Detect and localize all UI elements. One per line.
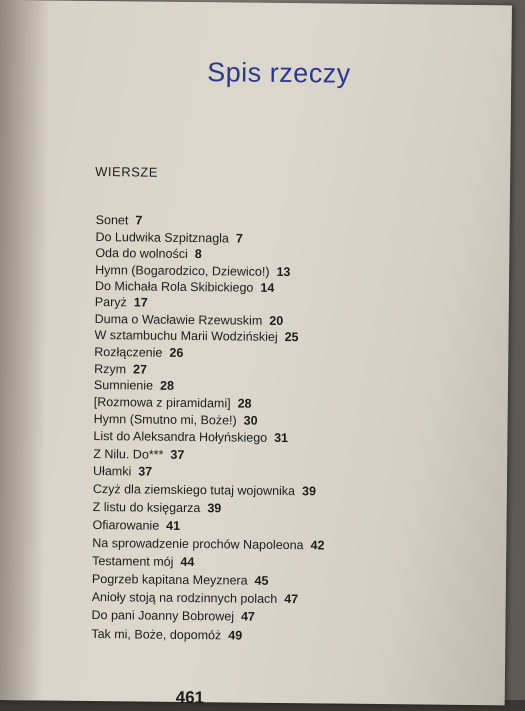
toc-entry-title: Ofiarowanie xyxy=(92,517,160,533)
toc-entry-page: 13 xyxy=(276,264,291,280)
toc-entry-page: 27 xyxy=(133,362,148,377)
toc-entry-title: Rozłączenie xyxy=(94,345,163,360)
toc-entry xyxy=(95,246,202,261)
toc-entry xyxy=(93,447,184,462)
toc-entry-page: 41 xyxy=(166,518,181,533)
toc-entry-page: 28 xyxy=(159,378,175,393)
toc-entry-title: Do Michała Rola Skibickiego xyxy=(94,279,254,295)
toc-entry-page: 30 xyxy=(243,413,258,428)
toc-entry-title: Czyż dla ziemskiego tutaj wojownika xyxy=(92,481,296,499)
toc-entry-page: 39 xyxy=(301,484,317,499)
toc-entry xyxy=(96,213,143,227)
toc-entry-title: Tak mi, Boże, dopomóż xyxy=(91,626,222,643)
toc-entry xyxy=(92,572,269,588)
toc-entry-title: Rzym xyxy=(94,362,127,377)
toc-entry-page: 8 xyxy=(194,247,202,262)
toc-entry-title: Testament mój xyxy=(92,553,174,569)
toc-entry-title: Anioły stoją na rodzinnych polach xyxy=(91,589,278,606)
toc-entry xyxy=(94,378,174,393)
toc-entry xyxy=(95,295,148,310)
section-heading: WIERSZE xyxy=(95,164,159,180)
toc-entry xyxy=(91,608,254,624)
toc-entry-page: 20 xyxy=(269,313,284,328)
toc-entry xyxy=(94,412,258,428)
toc-entry-page: 49 xyxy=(228,628,243,643)
toc-entry xyxy=(95,230,243,246)
toc-entry-title: Hymn (Bogarodzico, Dziewico!) xyxy=(95,263,270,279)
toc-entry-page: 17 xyxy=(133,295,148,310)
toc-entry xyxy=(93,500,222,515)
toc-entry xyxy=(94,345,183,360)
toc-entry-title: Hymn (Smutno mi, Boże!) xyxy=(93,412,237,428)
toc-entry-title: Na sprowadzenie prochów Napoleona xyxy=(92,535,304,553)
toc-entry-title: W sztambuchu Marii Wodzińskiej xyxy=(94,328,278,344)
page-gutter-shadow xyxy=(0,0,50,700)
toc-entry-page: 25 xyxy=(284,329,299,345)
toc-entry-title: Sonet xyxy=(95,213,129,228)
toc-entry-page: 37 xyxy=(138,464,153,479)
toc-entry-page: 14 xyxy=(260,280,275,295)
toc-entry-title: Do pani Joanny Bobrowej xyxy=(91,607,235,624)
toc-entry-page: 44 xyxy=(180,554,195,570)
toc-entry-title: [Rozmowa z piramidami] xyxy=(93,395,231,411)
toc-entry xyxy=(93,482,316,498)
toc-entry-title: Paryż xyxy=(94,295,127,310)
toc-entry xyxy=(93,429,288,445)
toc-entry-page: 7 xyxy=(235,231,243,246)
toc-entry-title: Z listu do księgarza xyxy=(92,499,201,516)
page-title: Spis rzeczy xyxy=(207,57,351,89)
toc-entry xyxy=(95,312,284,328)
toc-entry-title: Do Ludwika Szpitznagla xyxy=(95,230,230,246)
toc-entry xyxy=(92,536,324,552)
page-number: 461 xyxy=(175,687,205,708)
toc-entry-page: 28 xyxy=(237,396,252,411)
toc-entry-title: Pogrzeb kapitana Meyznera xyxy=(91,571,248,588)
toc-entry xyxy=(92,590,299,606)
toc-entry xyxy=(92,554,194,569)
toc-entry-page: 42 xyxy=(310,538,325,553)
toc-entry xyxy=(94,328,298,344)
toc-entry-title: Sumnienie xyxy=(93,378,154,393)
toc-entry xyxy=(95,263,290,279)
toc-entry-page: 45 xyxy=(254,573,269,588)
toc-entry xyxy=(94,362,147,377)
toc-entry-title: List do Aleksandra Hołyńskiego xyxy=(93,429,268,445)
toc-entry-title: Oda do wolności xyxy=(95,246,188,261)
toc-entry xyxy=(93,464,152,479)
toc-entry xyxy=(94,395,252,411)
toc-entry-page: 47 xyxy=(240,609,255,624)
toc-entry-page: 47 xyxy=(284,592,299,607)
toc-entry-page: 39 xyxy=(207,501,222,516)
toc-entry-title: Ułamki xyxy=(92,464,132,479)
toc-entry xyxy=(91,627,242,643)
toc-entry-page: 37 xyxy=(170,447,185,462)
toc-entry-title: Z Nilu. Do*** xyxy=(93,447,164,462)
toc-entry xyxy=(95,279,274,295)
toc-entry-title: Duma o Wacławie Rzewuskim xyxy=(94,312,263,328)
toc-entry-page: 31 xyxy=(274,430,289,446)
toc-entry-page: 26 xyxy=(169,345,184,360)
toc-entry-page: 7 xyxy=(135,213,143,228)
toc-entry xyxy=(92,518,180,533)
